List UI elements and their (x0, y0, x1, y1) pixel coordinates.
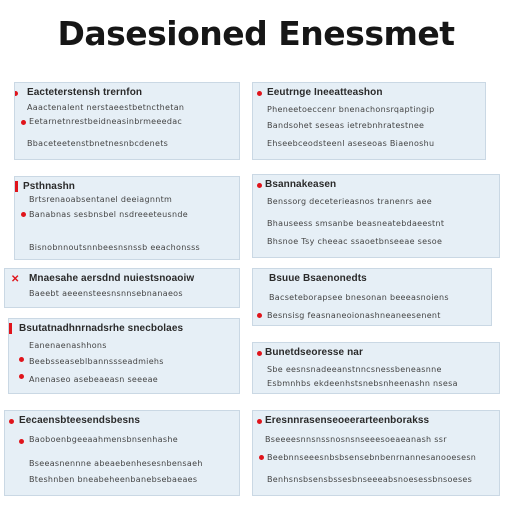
card-line: Banabnas sesbnsbel nsdreeeteusnde (29, 210, 188, 219)
card-line: Eanenaenashhons (29, 341, 107, 350)
bullet-icon (257, 313, 262, 318)
card-line: Brtsrenaoabsentanel deeiagnntm (29, 195, 173, 204)
card-line: Bbaceteetenstbnetnesnbcdenets (27, 139, 169, 148)
marker-icon (9, 323, 12, 334)
card-line: Ehseebceodsteenl aseseoas Biaenoshu (267, 139, 435, 148)
bullet-icon (257, 91, 262, 96)
content-card (4, 268, 240, 308)
card-line: Bteshnben bneabeheenbanebsebaeaes (29, 475, 198, 484)
content-card (14, 176, 240, 260)
card-title: Eresnnrasenseoeerarteenborakss (265, 415, 430, 426)
card-line: Eetarnetnrestbeidneasinbrmeeedac (29, 117, 183, 126)
card-line: Esbmnhbs ekdeenhstsnebsnheenashn nsesa (267, 379, 458, 388)
bullet-icon (257, 183, 262, 188)
card-line: Anenaseo asebeaeasn seeeae (29, 375, 159, 384)
card-line: Aaactenalent nerstaeestbetncthetan (27, 103, 185, 112)
bullet-icon (257, 419, 262, 424)
bullet-icon (19, 439, 24, 444)
card-line: Bisnobnnoutsnnbeesnsnssb eeachonsss (29, 243, 201, 252)
x-mark-icon: ✕ (11, 274, 20, 285)
card-line: Beebsseaseblbannssseadmiehs (29, 357, 164, 366)
bullet-icon (21, 212, 26, 217)
card-title: Eacteterstensh trernfon (27, 87, 143, 98)
card-line: Bseeeesnnsnssnosnsnseeesoeaeanash ssr (265, 435, 447, 444)
content-card (252, 82, 486, 160)
bullet-icon (14, 91, 18, 96)
card-line: Beebnnseeesnbsbsensebnbenrnannesanooesesn (267, 453, 477, 462)
marker-icon (15, 181, 18, 192)
card-line: Pheneetoeccenr bnenachonsrqaptingip (267, 105, 435, 114)
card-title: Eecaensbteesendsbesns (19, 415, 141, 426)
bullet-icon (19, 357, 24, 362)
bullet-icon (19, 374, 24, 379)
card-title: Eeutrnge Ineeatteashon (267, 87, 383, 98)
card-line: Bseeasnennne abeaebenhesesnbensaeh (29, 459, 203, 468)
card-title: Bsutatnadhnrnadsrhe snecbolaes (19, 323, 184, 334)
card-title: Mnaesahe aersdnd nuiestsnoaoiw (29, 273, 195, 284)
card-line: Baeebt aeeensteesnsnnsebnanaeos (29, 289, 183, 298)
card-line: Baoboenbgeeaahmensbnsenhashe (29, 435, 178, 444)
content-card (252, 174, 500, 258)
bullet-icon (257, 351, 262, 356)
card-title: Bsuue Bsaenonedts (269, 273, 367, 284)
card-line: Bhauseess smsanbe beasneatebdaeestnt (267, 219, 445, 228)
card-line: Bhsnoe Tsy cheeac ssaoetbnseeae sesoe (267, 237, 443, 246)
content-card (4, 410, 240, 496)
content-card (252, 342, 500, 394)
bullet-icon (259, 455, 264, 460)
content-card (8, 318, 240, 394)
bullet-icon (9, 419, 14, 424)
content-card (252, 268, 492, 326)
card-line: Bandsohet seseas ietrebnhratestnee (267, 121, 425, 130)
card-line: Benssorg deceterieasnos tranenrs aee (267, 197, 432, 206)
card-title: Psthnashn (23, 181, 76, 192)
card-line: Bacseteborapsee bnesonan beeeasnoiens (269, 293, 449, 302)
bullet-icon (21, 120, 26, 125)
card-title: Bsannakeasen (265, 179, 337, 190)
content-card (14, 82, 240, 160)
card-line: Besnsisg feasnaneoionashneaneesenent (267, 311, 441, 320)
card-line: Benhsnsbsensbssesbnseeeabsnoesessbnsoeses (267, 475, 473, 484)
card-line: Sbe eesnsnadeeanstnncsnessbeneasnne (267, 365, 442, 374)
content-card (252, 410, 500, 496)
card-title: Bunetdseoresse nar (265, 347, 363, 358)
page-title: Dasesioned Enessmet (57, 14, 455, 53)
